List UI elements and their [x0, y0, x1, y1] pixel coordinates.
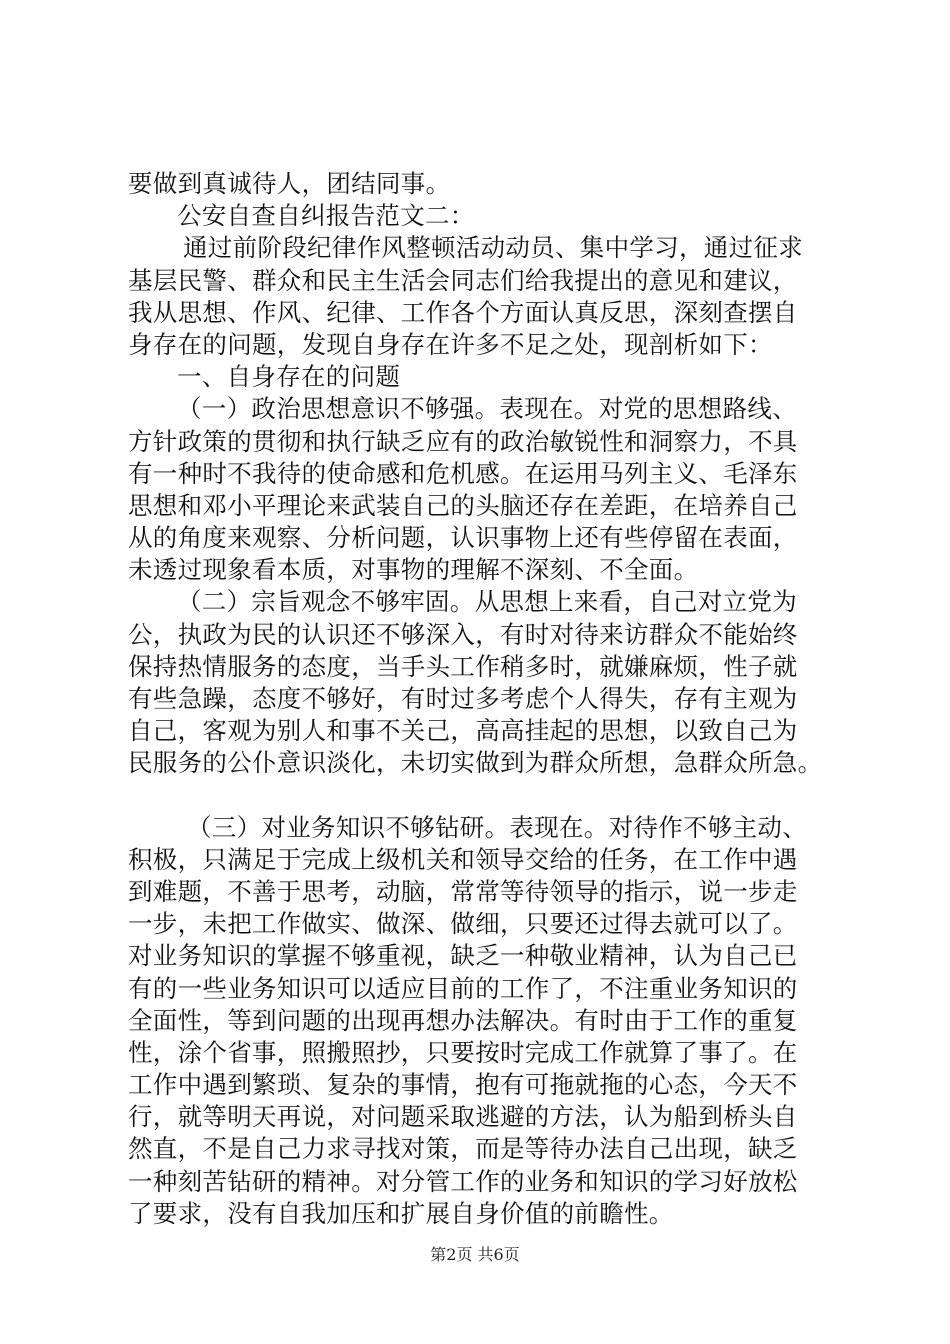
text-line: 行，就等明天再说，对问题采取逃避的方法，认为船到桥头自 [128, 1102, 798, 1132]
text-line: 民服务的公仆意识淡化，未切实做到为群众所想，急群众所急。 [128, 748, 823, 778]
text-line: （二）宗旨观念不够牢固。从思想上来看，自己对立党为 [177, 587, 797, 617]
text-line: 对业务知识的掌握不够重视，缺乏一种敬业精神，认为自己已 [128, 941, 798, 971]
subheading: 一、自身存在的问题 [177, 362, 401, 392]
text-line: 要做到真诚待人，团结同事。 [128, 169, 451, 198]
text-line: 有一种时不我待的使命感和危机感。在运用马列主义、毛泽东 [128, 458, 798, 488]
text-line: 有些急躁，态度不够好，有时过多考虑个人得失，存有主观为 [128, 684, 798, 713]
text-line: 自己，客观为别人和事不关己，高高挂起的思想，以致自己为 [128, 716, 798, 746]
text-line: 了要求，没有自我加压和扩展自身价值的前瞻性。 [128, 1198, 674, 1228]
text-line: 到难题，不善于思考，动脑，常常等待领导的指示，说一步走 [128, 876, 798, 906]
section-heading: 公安自查自纠报告范文二： [177, 201, 475, 231]
text-line: 全面性，等到问题的出现再想办法解决。有时由于工作的重复 [128, 1005, 798, 1035]
text-line: 身存在的问题，发现自身存在许多不足之处，现剖析如下： [128, 329, 773, 359]
text-line: 从的角度来观察、分析问题，认识事物上还有些停留在表面， [128, 523, 798, 553]
text-line: 积极，只满足于完成上级机关和领导交给的任务，在工作中遇 [128, 844, 798, 874]
page-number: 第2页 共6页 [430, 1245, 520, 1264]
text-line: 工作中遇到繁琐、复杂的事情，抱有可拖就拖的心态，今天不 [128, 1070, 798, 1100]
text-line: 一种刻苦钻研的精神。对分管工作的业务和知识的学习好放松 [128, 1166, 798, 1196]
text-line: 通过前阶段纪律作风整顿活动动员、集中学习，通过征求 [183, 233, 803, 263]
text-line: 基层民警、群众和民主生活会同志们给我提出的意见和建议， [128, 265, 798, 295]
text-line: 思想和邓小平理论来武装自己的头脑还存在差距，在培养自己 [128, 490, 798, 520]
document-body [128, 168, 836, 1230]
text-line: 未透过现象看本质，对事物的理解不深刻、不全面。 [128, 555, 699, 585]
text-line: （一）政治思想意识不够强。表现在。对党的思想路线、 [177, 394, 797, 424]
paragraph-gap [128, 780, 836, 812]
text-line: 然直，不是自己力求寻找对策，而是等待办法自己出现，缺乏 [128, 1134, 798, 1164]
text-line: 我从思想、作风、纪律、工作各个方面认真反思，深刻查摆自 [128, 297, 798, 327]
text-line: 有的一些业务知识可以适应目前的工作了，不注重业务知识的 [128, 973, 798, 1003]
text-line: 保持热情服务的态度，当手头工作稍多时，就嫌麻烦，性子就 [128, 651, 798, 681]
text-line: 方针政策的贯彻和执行缺乏应有的政治敏锐性和洞察力，不具 [128, 426, 798, 456]
text-line: 公，执政为民的认识还不够深入，有时对待来访群众不能始终 [128, 619, 798, 649]
text-line: 性，涂个省事，照搬照抄，只要按时完成工作就算了事了。在 [128, 1037, 798, 1067]
text-line: （三）对业务知识不够钻研。表现在。对待作不够主动、 [187, 812, 807, 842]
text-line: 一步，未把工作做实、做深、做细，只要还过得去就可以了。 [128, 909, 798, 939]
